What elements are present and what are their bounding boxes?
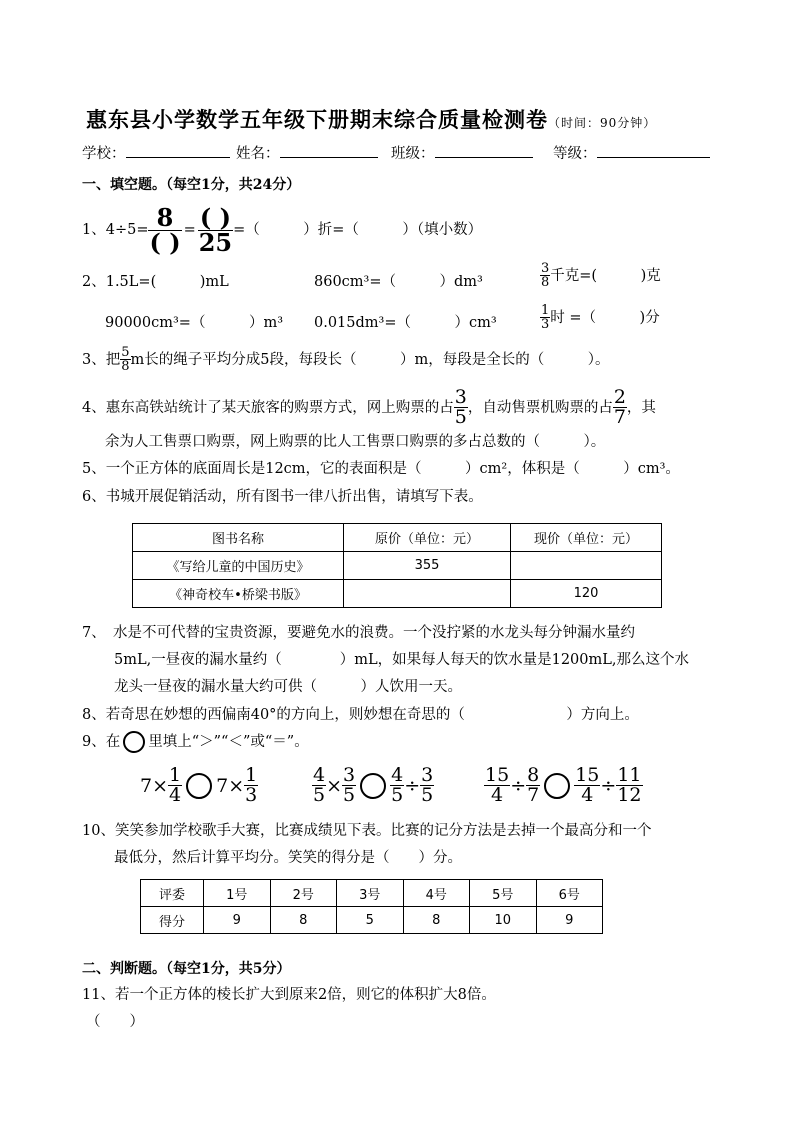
question-4-line-1: 4、惠东高铁站统计了某天旅客的购票方式，网上购票的占 3 5 ，自动售票机购票的占 2 7 ，其 [82,386,656,428]
class-field[interactable] [391,143,533,163]
comparison-expression-3: 15 4 ÷ 8 7 15 4 ÷ 11 12 [485,764,642,806]
comparison-expression-2: 4 5 × 3 5 4 5 ÷ 3 5 [313,764,434,806]
school-blank[interactable] [126,143,230,158]
question-2-a: 2、1.5L=( )mL [82,274,229,290]
question-3: 3、把 5 8 m长的绳子平均分成5段，每段长（ ）m，每段是全长的（ ）。 [82,345,610,374]
class-label: 班级： [391,146,435,162]
question-5: 5、一个正方体的底面周长是12cm，它的表面积是（ ）cm²，体积是（ ）cm³。 [82,461,680,477]
class-blank[interactable] [435,143,533,158]
book-price-table [132,523,662,608]
section-1-title: 一、填空题。（每空1分，共24分） [82,177,301,193]
table-header: 评委 [141,880,204,907]
question-11: 11、若一个正方体的棱长扩大到原来2倍，则它的体积扩大8倍。 [82,987,496,1003]
question-6: 6、书城开展促销活动，所有图书一律八折出售，请填写下表。 [82,489,483,505]
table-cell: 355 [344,552,511,580]
question-1: 1、4÷5= 8 ( ) = ( ) 25 =（ ）折=（ ）（填小数） [82,202,483,257]
table-cell: 8 [270,907,337,934]
question-7-line-1: 7、 水是不可代替的宝贵资源，要避免水的浪费。一个没拧紧的水龙头每分钟漏水量约 [82,625,635,641]
score-table [140,879,603,934]
table-header: 5号 [470,880,537,907]
answer-cell[interactable] [511,552,662,580]
school-field[interactable] [82,143,230,163]
table-cell: 120 [511,580,662,608]
fraction-8-over-blank: 8 ( ) [149,202,181,257]
table-header: 现价（单位：元） [511,524,662,552]
section-2-title: 二、判断题。（每空1分，共5分） [82,961,291,977]
name-blank[interactable] [280,143,378,158]
question-2-e: 0.015dm³=（ ）cm³ [314,315,497,331]
question-7-line-3: 龙头一昼夜的漏水量大约可供（ ）人饮用一天。 [114,679,462,695]
table-cell: 5 [337,907,404,934]
question-10-line-1: 10、笑笑参加学校歌手大赛，比赛成绩见下表。比赛的记分方法是去掉一个最高分和一个 [82,823,652,839]
comparison-expression-1: 7 × 1 4 7 × 1 3 [140,764,258,806]
question-8: 8、若奇思在妙想的西偏南40°的方向上，则妙想在奇思的（ ）方向上。 [82,707,639,723]
circle-icon [123,731,145,753]
question-2-f: 1 3 时 =（ )分 [541,303,660,332]
question-2-c: 3 8 千克=( )克 [541,261,661,290]
table-header: 2号 [270,880,337,907]
table-header: 原价（单位：元） [344,524,511,552]
table-cell: 10 [470,907,537,934]
table-header: 图书名称 [133,524,344,552]
question-2-b: 860cm³=（ ）dm³ [314,274,483,290]
grade-field[interactable] [553,143,710,163]
table-cell: 《神奇校车•桥梁书版》 [133,580,344,608]
question-10-line-2: 最低分，然后计算平均分。笑笑的得分是（ ）分。 [114,850,462,866]
name-label: 姓名： [236,146,280,162]
comparison-circle-1[interactable] [186,773,212,799]
fraction-blank-over-25: ( ) 25 [198,202,233,257]
page-title: 惠东县小学数学五年级下册期末综合质量检测卷（时间：90分钟） [86,107,657,132]
answer-cell[interactable] [344,580,511,608]
question-7-line-2: 5mL,一昼夜的漏水量约（ ）mL，如果每人每天的饮水量是1200mL,那么这个水 [114,652,689,668]
question-2-d: 90000cm³=（ ）m³ [105,315,284,331]
table-header: 1号 [204,880,271,907]
school-label: 学校： [82,146,126,162]
table-header: 3号 [337,880,404,907]
table-cell: 得分 [141,907,204,934]
table-cell: 8 [403,907,470,934]
table-header: 4号 [403,880,470,907]
table-cell: 《写给儿童的中国历史》 [133,552,344,580]
table-cell: 9 [204,907,271,934]
table-cell: 9 [536,907,603,934]
question-9: 9、在 里填上“＞”“＜”或“＝”。 [82,731,309,753]
grade-blank[interactable] [597,143,710,158]
exam-duration: （时间：90分钟） [548,116,657,130]
question-4-line-2: 余为人工售票口购票，网上购票的比人工售票口购票的多占总数的（ ）。 [105,434,606,450]
comparison-circle-3[interactable] [544,773,570,799]
comparison-circle-2[interactable] [360,773,386,799]
grade-label: 等级： [553,146,597,162]
question-11-answer[interactable]: （ ） [86,1014,144,1030]
name-field[interactable] [236,143,378,163]
table-header: 6号 [536,880,603,907]
